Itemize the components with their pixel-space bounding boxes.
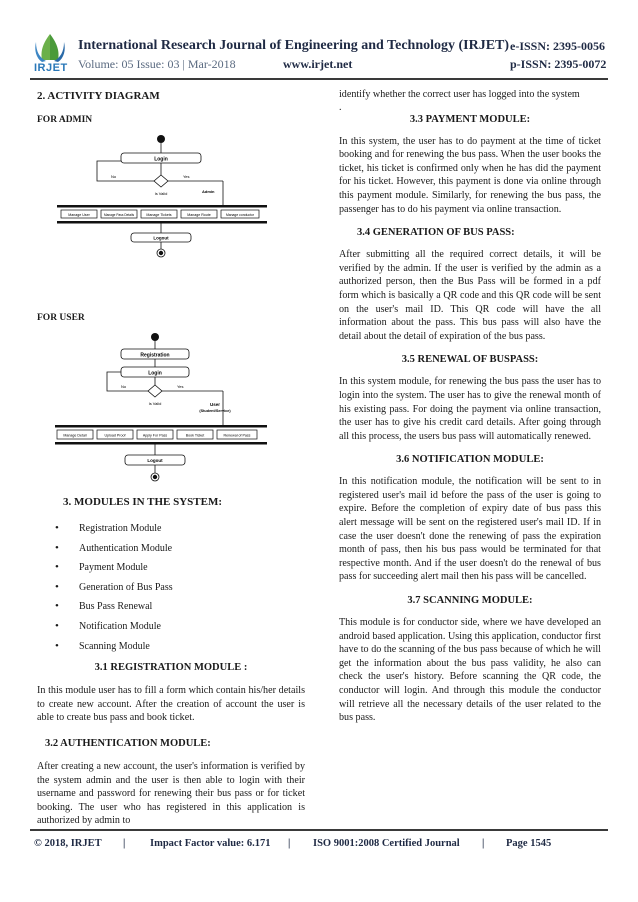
yes-label: Yes [183, 174, 190, 179]
section-3-4-text: After submitting all the required correct details, it will be verified by the admin. If the user is verified by the admin as a authorized person, then the Bus Pass will be formed in a pdf form which is basically a QR code and this QR code will be sent on the user's mail ID. This QR code will have the all information about the pass. This bus pass will also have the detail about the detail of expiration of the bus pass. [339, 249, 601, 342]
admin-activity-diagram [37, 129, 305, 259]
user-actor-sub-label: (Student/Service) [199, 409, 231, 413]
end-node-inner [159, 251, 163, 255]
manage-pass-box: Manage Pass Details [103, 213, 135, 217]
fork-bar [55, 425, 267, 428]
login-state-label: Login [148, 370, 162, 377]
no-label: No [121, 384, 127, 389]
start-node [151, 333, 159, 341]
login-state-label: Login [154, 156, 168, 163]
join-bar [55, 442, 267, 445]
section-3-heading: 3. MODULES IN THE SYSTEM: [63, 496, 223, 508]
modules-list [65, 519, 305, 656]
registration-state-label: Registration [140, 352, 170, 359]
section-3-7-heading: 3.7 SCANNING MODULE: [407, 595, 533, 607]
right-column [339, 88, 601, 725]
user-actor-label: User [209, 402, 221, 407]
footer-separator: | [123, 838, 126, 849]
is-valid-label: Is Valid [148, 401, 162, 406]
p-issn: p-ISSN: 2395-0072 [510, 57, 607, 71]
section-3-5-heading: 3.5 RENEWAL OF BUSPASS: [401, 354, 539, 366]
footer-iso: ISO 9001:2008 Certified Journal [313, 838, 460, 849]
valid-decision [148, 385, 162, 397]
section-3-1-heading: 3.1 REGISTRATION MODULE : [94, 662, 248, 674]
journal-website-link[interactable]: www.irjet.net [283, 57, 353, 71]
valid-decision [154, 175, 168, 187]
is-valid-label: Is Valid [154, 191, 168, 196]
footer-divider [30, 829, 608, 831]
section-3-3-heading: 3.3 PAYMENT MODULE: [409, 113, 531, 125]
page-header [0, 0, 638, 84]
header-divider [30, 78, 608, 80]
manage-tickets-box: Manage Tickets [146, 213, 172, 217]
section-3-1-text: In this module user has to fill a form which contain his/her details to create new account. After the creation of account the user is able to create bus pass and book ticket. [37, 685, 305, 724]
section-3-6-text: In this notification module, the notification will be sent to in registered user's mail id before the pass of the user is going to expire. Before the completion of expiry date of bus pass this alert message will be sent on the registered user's mail ID. If in case the user doesn't done the renewing of pass the expiration month of pass, then his bus pass would be terminated for that respective month. And if the user doesn't do the renewal of bus pass for succeeding alert mail then his pass will be cancelled. [339, 476, 601, 583]
list-item: • Notification Module [65, 617, 305, 637]
e-issn: e-ISSN: 2395-0056 [510, 39, 605, 53]
for-user-label: FOR USER [37, 313, 85, 323]
footer-page-number: Page 1545 [506, 838, 552, 849]
footer-impact-factor: Impact Factor value: 6.171 [150, 838, 271, 849]
list-item: • Registration Module [65, 519, 305, 539]
apply-for-pass-box: Apply For Pass [142, 433, 168, 438]
section-3-3-text: In this system, the user has to do payment at the time of ticket booking and for renewing the bus pass. When the user books the ticket, his ticket is confirmed only when he has did the payment for his ticket. However, this payment is done via online through this payment module. Similarly, for renewing the bus pass, the passenger has to do his payment via online transaction. [339, 135, 601, 215]
logo-text: IRJET [34, 62, 68, 74]
book-ticket-box: Book Ticket [185, 433, 205, 438]
for-admin-label: FOR ADMIN [37, 115, 93, 125]
renewal-of-pass-box: Renewal of Pass [223, 433, 251, 438]
list-item: • Bus Pass Renewal [65, 597, 305, 617]
upload-proof-box: Upload Proof [104, 433, 126, 438]
user-action-boxes [57, 430, 257, 439]
admin-actor-label: Admin [202, 189, 215, 194]
footer-copyright: © 2018, IRJET [34, 838, 102, 849]
section-3-4-heading: 3.4 GENERATION OF BUS PASS: [357, 227, 515, 239]
section-3-2-text: After creating a new account, the user's information is verified by the system admin and the user is then able to login with their username and password for renewing their bus pass or for ticket booking. The user who has registered in this application is authorized by admin to [37, 760, 305, 827]
footer-separator: | [482, 838, 485, 849]
yes-label: Yes [177, 384, 184, 389]
section-2-heading: 2. ACTIVITY DIAGRAM [37, 90, 160, 102]
join-bar [57, 221, 267, 224]
start-node [157, 135, 165, 143]
manage-route-box: Manage Route [187, 213, 211, 217]
no-label: No [111, 174, 117, 179]
admin-action-boxes [61, 210, 259, 218]
list-item: • Generation of Bus Pass [65, 578, 305, 598]
end-node-inner [153, 475, 157, 479]
list-item: • Authentication Module [65, 539, 305, 559]
journal-title: International Research Journal of Engineering and Technology (IRJET) [78, 38, 510, 53]
fork-bar [57, 205, 267, 208]
continued-text: identify whether the correct user has logged into the system [339, 89, 580, 100]
section-3-2-heading: 3.2 AUTHENTICATION MODULE: [45, 737, 211, 749]
list-item: • Payment Module [65, 558, 305, 578]
section-3-5-text: In this system module, for renewing the bus pass the user has to login into the system. The user has to give the renewal month of his existing pass. For doing the payment via online transaction, the user has to give his credit card details. After going through all this process, the users bus pass will automatically renewed. [339, 376, 601, 442]
section-3-7-text: This module is for conductor side, where we have developed an android based application. Using this application, conductor first have to do the scanning of the bus pass because of which he will get the information about the bus pass validity, he also can check the user's history. Before scanning the QR code, the conductor will login. And through this module the conductor will retrieve all the necessary details of the user related to the bus pass. [339, 617, 601, 724]
stray-dot: . [339, 101, 342, 113]
left-column [37, 88, 305, 828]
logout-state-label: Logout [153, 235, 169, 241]
user-activity-diagram [37, 327, 305, 487]
section-3-6-heading: 3.6 NOTIFICATION MODULE: [396, 454, 544, 466]
manage-conductor-box: Manage conductor [225, 213, 255, 217]
logout-state-label: Logout [147, 458, 163, 463]
volume-issue: Volume: 05 Issue: 03 | Mar-2018 [78, 57, 236, 71]
manage-user-box: Manage User [68, 213, 90, 217]
footer-separator: | [288, 838, 291, 849]
manage-detail-box: Manage Detail [63, 433, 87, 438]
list-item: • Scanning Module [65, 637, 305, 657]
